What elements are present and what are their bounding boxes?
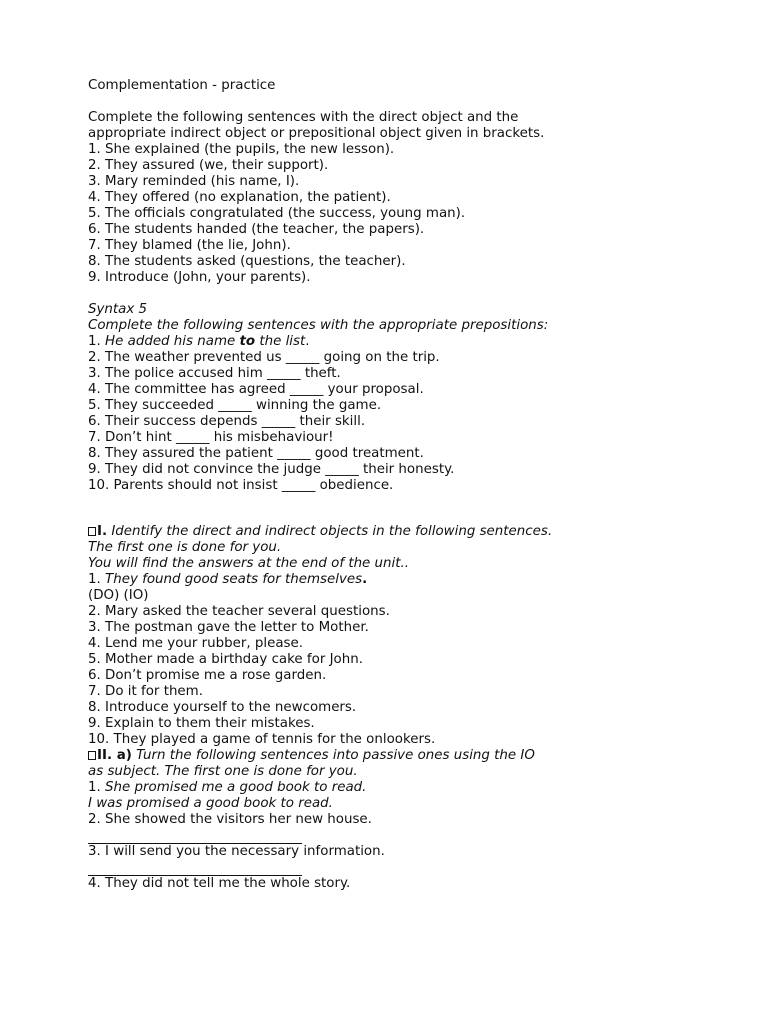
example-sentence: They found good seats for themselves xyxy=(105,572,363,587)
section1-item: 6. The students handed (the teacher, the papers). xyxy=(88,222,425,237)
section1-item: 9. Introduce (John, your parents). xyxy=(88,270,311,285)
section4-label: II. a) xyxy=(97,748,132,763)
section3-item: 2. Mary asked the teacher several questions. xyxy=(88,604,390,619)
section4-example-answer: I was promised a good book to read. xyxy=(88,796,333,811)
section3-item: 5. Mother made a birthday cake for John. xyxy=(88,652,363,667)
section2-item: 2. The weather prevented us _____ going on the trip. xyxy=(88,350,440,365)
example-period: . xyxy=(362,572,368,587)
section3-instruction-line: The first one is done for you. xyxy=(88,540,282,555)
section4-item: 4. They did not tell me the whole story. xyxy=(88,876,351,891)
example-text-after: the list xyxy=(255,334,306,349)
section2-item: 6. Their success depends _____ their skill. xyxy=(88,414,366,429)
section2-item: 3. The police accused him _____ theft. xyxy=(88,366,341,381)
section3-instruction: Identify the direct and indirect objects in the following sentences. xyxy=(107,524,553,539)
answer-blank-line[interactable] xyxy=(88,860,302,876)
section3-label: I. xyxy=(97,524,108,539)
section1-item: 1. She explained (the pupils, the new lesson). xyxy=(88,142,395,157)
spacer xyxy=(88,494,728,524)
section1-item: 3. Mary reminded (his name, I). xyxy=(88,174,300,189)
section2-item: 5. They succeeded _____ winning the game. xyxy=(88,398,382,413)
section3-item: 3. The postman gave the letter to Mother. xyxy=(88,620,369,635)
example-text-before: He added his name xyxy=(105,334,240,349)
section1-item: 2. They assured (we, their support). xyxy=(88,158,329,173)
section2-item: 8. They assured the patient _____ good treatment. xyxy=(88,446,424,461)
section3-item: 9. Explain to them their mistakes. xyxy=(88,716,315,731)
section4-example xyxy=(88,780,728,796)
example-number: 1. xyxy=(88,572,106,587)
section4-instruction-line xyxy=(88,748,728,764)
section4-instruction: Turn the following sentences into passive ones using the IO xyxy=(131,748,535,763)
section3-item: 10. They played a game of tennis for the onlookers. xyxy=(88,732,436,747)
section3-example xyxy=(88,572,728,588)
section2-item: 9. They did not convince the judge _____ their honesty. xyxy=(88,462,455,477)
section3-item: 8. Introduce yourself to the newcomers. xyxy=(88,700,357,715)
section2-heading: Syntax 5 xyxy=(88,302,148,317)
section2-item: 10. Parents should not insist _____ obedience. xyxy=(88,478,394,493)
section3-item: 4. Lend me your rubber, please. xyxy=(88,636,304,651)
section1-item: 8. The students asked (questions, the teacher). xyxy=(88,254,406,269)
example-answer-word: to xyxy=(239,334,256,349)
section3-item: 7. Do it for them. xyxy=(88,684,203,699)
section2-item: 7. Don’t hint _____ his misbehaviour! xyxy=(88,430,334,445)
section4-item: 3. I will send you the necessary information. xyxy=(88,844,385,859)
section2-item: 4. The committee has agreed _____ your proposal. xyxy=(88,382,424,397)
spacer xyxy=(88,286,728,302)
example-sentence: She promised me a good book to read. xyxy=(105,780,367,795)
section2-example xyxy=(88,334,728,350)
page-title: Complementation - practice xyxy=(88,78,276,93)
section1-item: 7. They blamed (the lie, John). xyxy=(88,238,291,253)
example-number: 1. xyxy=(88,780,106,795)
section4-instruction-line: as subject. The first one is done for you. xyxy=(88,764,358,779)
section3-instruction-line xyxy=(88,524,728,540)
checkbox-glyph-icon xyxy=(88,527,96,536)
answer-blank-line[interactable] xyxy=(88,828,302,844)
section1-instruction-line: appropriate indirect object or prepositional object given in brackets. xyxy=(88,126,545,141)
section4-item: 2. She showed the visitors her new house. xyxy=(88,812,372,827)
section3-instruction-line: You will find the answers at the end of the unit.. xyxy=(88,556,410,571)
section3-example-answer: (DO) (IO) xyxy=(88,588,149,603)
section2-instruction: Complete the following sentences with the appropriate prepositions: xyxy=(88,318,549,333)
spacer xyxy=(88,94,728,110)
section1-item: 5. The officials congratulated (the success, young man). xyxy=(88,206,466,221)
example-number: 1. xyxy=(88,334,106,349)
section1-item: 4. They offered (no explanation, the patient). xyxy=(88,190,391,205)
example-period: . xyxy=(305,334,310,349)
section1-instruction-line: Complete the following sentences with the direct object and the xyxy=(88,110,519,125)
checkbox-glyph-icon xyxy=(88,751,96,760)
section3-item: 6. Don’t promise me a rose garden. xyxy=(88,668,327,683)
document-page xyxy=(88,78,728,892)
